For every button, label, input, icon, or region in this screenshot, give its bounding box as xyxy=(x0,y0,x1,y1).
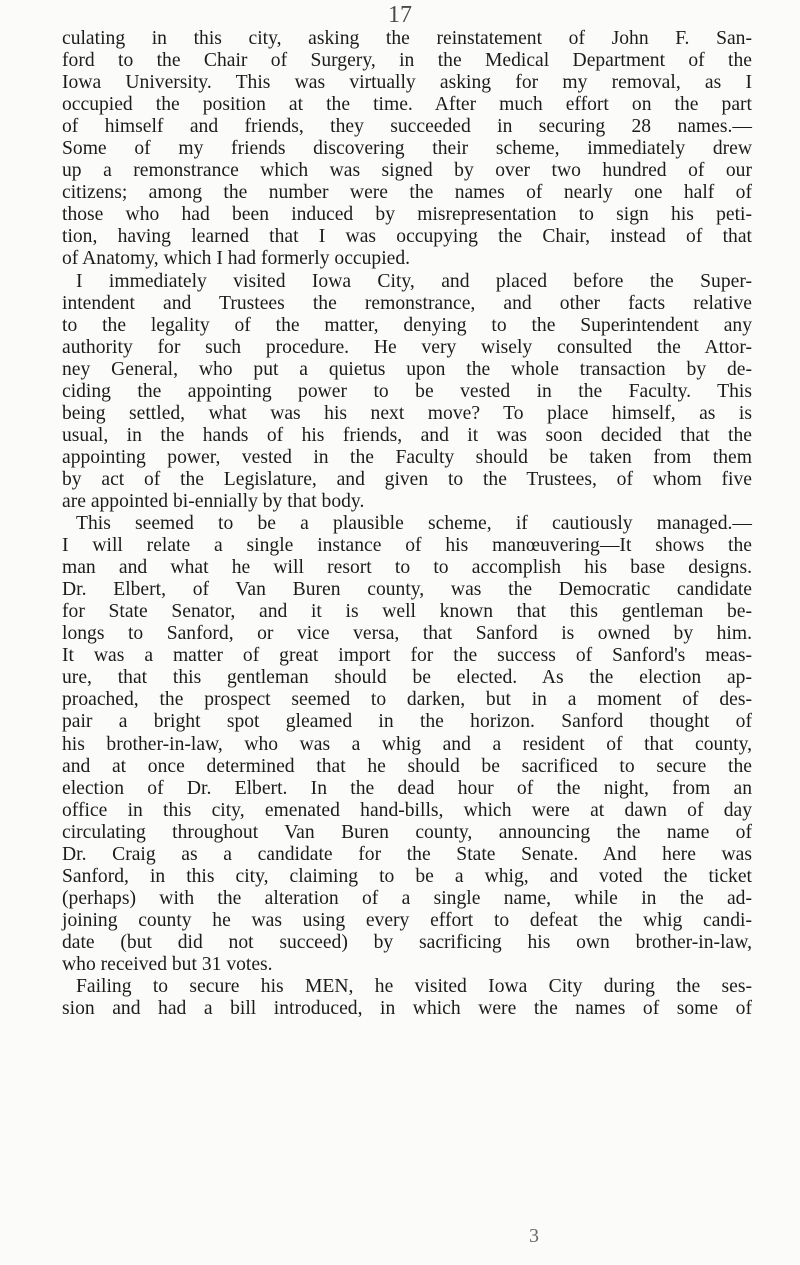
text-line: Dr. Elbert, of Van Buren county, was the Democratic candidate xyxy=(62,579,752,601)
text-line: election of Dr. Elbert. In the dead hour of the night, from an xyxy=(62,777,752,799)
text-line: his brother-in-law, who was a whig and a resident of that county, xyxy=(62,733,752,755)
text-line: occupied the position at the time. After much effort on the part xyxy=(62,94,752,116)
text-line: ciding the appointing power to be vested in the Faculty. This xyxy=(62,380,752,402)
text-line: authority for such procedure. He very wisely consulted the Attor- xyxy=(62,336,752,358)
text-line: of himself and friends, they succeeded in securing 28 names.— xyxy=(62,116,752,138)
text-line: ford to the Chair of Surgery, in the Medical Department of the xyxy=(62,50,752,72)
text-line: This seemed to be a plausible scheme, if cautiously managed.— xyxy=(76,513,752,535)
text-line: by act of the Legislature, and given to the Trustees, of whom five xyxy=(62,468,752,490)
text-line: appointing power, vested in the Faculty should be taken from them xyxy=(62,446,752,468)
text-line: usual, in the hands of his friends, and it was soon decided that the xyxy=(62,424,752,446)
text-line: I will relate a single instance of his manœuvering—It shows the xyxy=(62,535,752,557)
text-line: those who had been induced by misrepresentation to sign his peti- xyxy=(62,204,752,226)
text-line: being settled, what was his next move? To place himself, as is xyxy=(62,402,752,424)
text-line: up a remonstrance which was signed by over two hundred of our xyxy=(62,160,752,182)
text-line: who received but 31 votes. xyxy=(62,953,273,975)
text-line: Dr. Craig as a candidate for the State Senate. And here was xyxy=(62,843,752,865)
text-line: to the legality of the matter, denying to the Superintendent any xyxy=(62,314,752,336)
text-line: tion, having learned that I was occupying the Chair, instead of that xyxy=(62,226,752,248)
text-line: It was a matter of great import for the success of Sanford's meas- xyxy=(62,645,752,667)
text-line: I immediately visited Iowa City, and placed before the Super- xyxy=(76,270,752,292)
signature-mark: 3 xyxy=(529,1225,539,1247)
text-line: longs to Sanford, or vice versa, that Sanford is owned by him. xyxy=(62,623,752,645)
text-line: circulating throughout Van Buren county, announcing the name of xyxy=(62,821,752,843)
text-line: Some of my friends discovering their scheme, immediately drew xyxy=(62,138,752,160)
text-line: intendent and Trustees the remonstrance, and other facts relative xyxy=(62,292,752,314)
text-line: for State Senator, and it is well known that this gentleman be- xyxy=(62,601,752,623)
text-line: date (but did not succeed) by sacrificing his own brother-in-law, xyxy=(62,931,752,953)
text-line: man and what he will resort to to accomplish his base designs. xyxy=(62,557,752,579)
text-line: culating in this city, asking the reinstatement of John F. San- xyxy=(62,28,752,49)
text-line: citizens; among the number were the names of nearly one half of xyxy=(62,182,752,204)
text-line: Iowa University. This was virtually asking for my removal, as I xyxy=(62,72,752,94)
text-line: joining county he was using every effort to defeat the whig candi- xyxy=(62,909,752,931)
text-line: (perhaps) with the alteration of a single name, while in the ad- xyxy=(62,887,752,909)
text-line: are appointed bi-ennially by that body. xyxy=(62,490,365,512)
text-line: ure, that this gentleman should be elected. As the election ap- xyxy=(62,667,752,689)
text-line: of Anatomy, which I had formerly occupied. xyxy=(62,248,411,270)
text-line: Sanford, in this city, claiming to be a whig, and voted the ticket xyxy=(62,865,752,887)
text-line: ney General, who put a quietus upon the whole transaction by de- xyxy=(62,358,752,380)
text-line: office in this city, emenated hand-bills, which were at dawn of day xyxy=(62,799,752,821)
text-line: sion and had a bill introduced, in which were the names of some of xyxy=(62,998,752,1020)
text-line: Failing to secure his MEN, he visited Iowa City during the ses- xyxy=(76,976,752,998)
page-number: 17 xyxy=(388,2,412,28)
body-text xyxy=(62,28,752,1020)
text-line: pair a bright spot gleamed in the horizon. Sanford thought of xyxy=(62,711,752,733)
text-line: proached, the prospect seemed to darken, but in a moment of des- xyxy=(62,689,752,711)
text-line: and at once determined that he should be sacrificed to secure the xyxy=(62,755,752,777)
